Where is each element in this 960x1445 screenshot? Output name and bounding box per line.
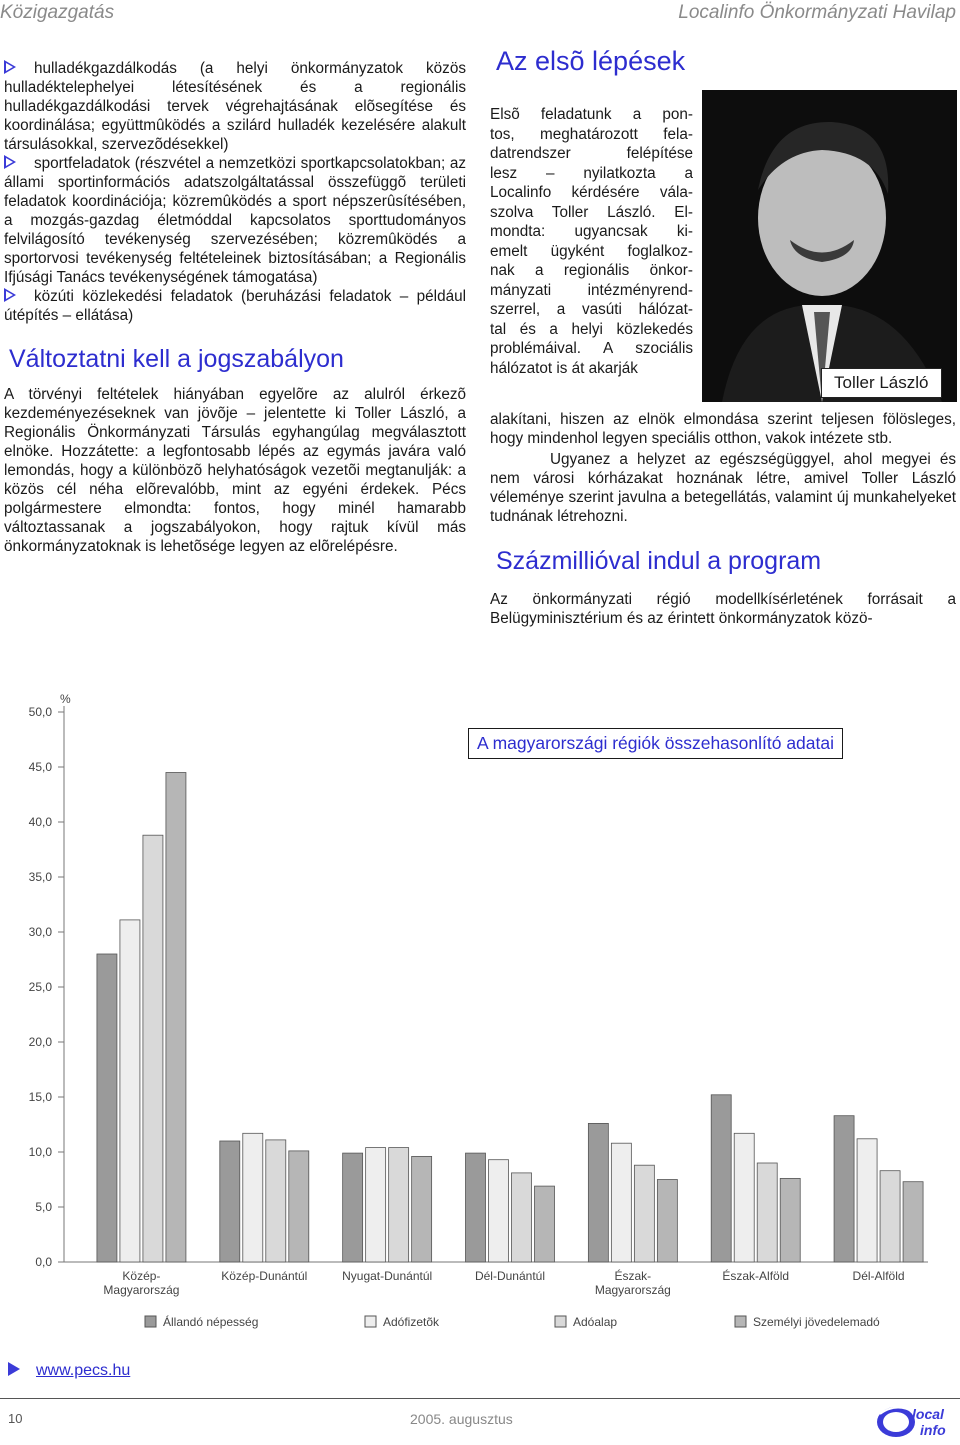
- text-line: hálózatot is át akarják: [490, 359, 638, 377]
- text-line: datrendszer felépítése: [490, 145, 693, 162]
- text-line: szolva Toller László. El-: [490, 203, 693, 221]
- y-tick-label: 10,0: [28, 1145, 52, 1159]
- text-line: szerrel, a vasúti hálózat-: [490, 301, 693, 318]
- x-category-label: Magyarország: [103, 1283, 180, 1297]
- body-paragraph: Az önkormányzati régió modellkísérletének forrásait a Belügyminisztérium és az érintett önkormányzatok közö-: [490, 591, 956, 627]
- bar-0-1: [220, 1141, 240, 1262]
- bar-2-1: [266, 1140, 286, 1262]
- bar-3-6: [903, 1182, 923, 1262]
- right-paragraph-narrow: [490, 105, 693, 378]
- legend-label: Adóalap: [573, 1315, 618, 1329]
- bar-1-0: [120, 920, 140, 1262]
- portrait-image: [702, 90, 957, 402]
- y-tick-label: 30,0: [28, 925, 52, 939]
- y-tick-label: 0,0: [35, 1255, 52, 1269]
- logo-graphic: [872, 1402, 952, 1440]
- triangle-bullet-icon: [4, 288, 16, 302]
- x-category-label: Észak-: [614, 1269, 652, 1283]
- bar-1-1: [243, 1133, 263, 1262]
- legend-swatch: [145, 1316, 156, 1327]
- triangle-bullet-icon: [4, 155, 16, 169]
- bar-0-6: [834, 1116, 854, 1262]
- text-line: mondta: ugyancsak ki-: [490, 223, 693, 240]
- portrait-photo: [702, 90, 957, 402]
- bar-3-3: [535, 1186, 555, 1262]
- text-line: tal és a helyi közlekedés: [490, 320, 693, 338]
- bar-chart: [0, 686, 960, 1346]
- footer-divider: [0, 1398, 960, 1399]
- y-tick-label: 40,0: [28, 815, 52, 829]
- bar-2-4: [634, 1165, 654, 1262]
- url-line: [8, 1362, 130, 1380]
- y-tick-label: 5,0: [35, 1200, 52, 1214]
- bar-0-2: [343, 1153, 363, 1262]
- text-line: Localinfo kérdésére vála-: [490, 184, 693, 201]
- section-heading: Az elsõ lépések: [496, 46, 686, 76]
- bullet-text: hulladékgazdálkodás (a helyi önkormányzatok közös hulladéktelephelyei létesítésének és a regionális hulladékgazdálkodási tervek végrehajtásának elõsegítése és koordinálása; együttmûködés a szilárd hulladék kezelésére alakult társulásokkal, szervezõdésekkel): [4, 60, 466, 153]
- bar-2-6: [880, 1171, 900, 1262]
- y-tick-label: 25,0: [28, 980, 52, 994]
- y-tick-label: 35,0: [28, 870, 52, 884]
- bar-3-2: [412, 1156, 432, 1262]
- bar-1-5: [734, 1133, 754, 1262]
- legend-label: Adófizetõk: [383, 1315, 440, 1329]
- y-axis-unit: %: [60, 692, 71, 706]
- localinfo-logo: [872, 1402, 952, 1440]
- bar-3-0: [166, 773, 186, 1263]
- x-category-label: Dél-Alföld: [852, 1269, 905, 1283]
- x-category-label: Közép-: [122, 1269, 161, 1283]
- legend-label: Személyi jövedelemadó: [753, 1315, 880, 1329]
- chart-area: [0, 686, 960, 1346]
- text-line: nak a regionális önkor-: [490, 262, 693, 279]
- bar-2-3: [512, 1173, 532, 1262]
- section-heading: Változtatni kell a jogszabályon: [9, 345, 344, 373]
- bar-1-3: [489, 1160, 509, 1262]
- bar-2-5: [757, 1163, 777, 1262]
- triangle-bullet-icon: [8, 1362, 20, 1376]
- body-paragraph: A törvényi feltételek hiányában egyelõre az alulról érkezõ kezdeményezéseknek van jövõje – jelentette ki Toller László, a Regionális Önkormányzati Társulás egyhangúlag megválasztott elnöke. Hozzátette: a legfontosabb lépés az egymás javára való lemondás, hogy a különbözõ helyhatóságok vezetõi megtanulják: a közös cél néha elõrevalóbb, mint az egyéni érdekek. Pécs polgármestere elmondta: fontos, hogy minél hamarabb változtassanak a jogszabályokon, hogy rajtuk kívül más önkormányzatoknak is lehetõsége legyen az elõrelépésre.: [4, 386, 466, 555]
- legend-swatch: [365, 1316, 376, 1327]
- list-item: [4, 287, 466, 325]
- section-heading: Százmillióval indul a program: [496, 547, 822, 575]
- x-category-label: Nyugat-Dunántúl: [342, 1269, 433, 1283]
- bar-3-5: [780, 1178, 800, 1262]
- left-column: [4, 59, 466, 556]
- chart-title: A magyarországi régiók összehasonlító adatai: [468, 728, 843, 759]
- x-category-label: Észak-Alföld: [722, 1269, 790, 1283]
- list-item: [4, 154, 466, 287]
- bullet-text: közúti közlekedési feladatok (beruházási feladatok – például útépítés – ellátása): [4, 288, 466, 324]
- body-paragraph: Ugyanez a helyzet az egészségüggyel, ahol megyei és nem városi kórházakat hoznának létre, amivel Toller László véleménye szerint javulna a betegellátás, valamint új munkahelyeket tudnának létrehozni.: [490, 451, 956, 525]
- triangle-bullet-icon: [4, 60, 16, 74]
- page-number: 10: [8, 1411, 23, 1426]
- bar-3-4: [657, 1180, 677, 1263]
- bar-1-6: [857, 1139, 877, 1262]
- bar-1-4: [611, 1143, 631, 1262]
- svg-text:info: info: [920, 1422, 946, 1438]
- text-line: mányzati intézményrend-: [490, 281, 693, 299]
- text-line: tos, meghatározott fela-: [490, 125, 693, 143]
- legend-label: Állandó népesség: [163, 1315, 259, 1329]
- text-line: emelt ügyként foglalkoz-: [490, 242, 693, 260]
- text-line: problémáival. A szociális: [490, 340, 693, 357]
- bar-0-4: [588, 1123, 608, 1262]
- section-title: Közigazgatás: [0, 2, 115, 23]
- text-line: Elsõ feladatunk a pon-: [490, 106, 693, 123]
- y-tick-label: 45,0: [28, 760, 52, 774]
- text-line: lesz – nyilatkozta a: [490, 164, 693, 182]
- y-tick-label: 50,0: [28, 705, 52, 719]
- list-item: [4, 59, 466, 154]
- bar-2-0: [143, 835, 163, 1262]
- bar-0-5: [711, 1095, 731, 1262]
- bar-0-3: [466, 1153, 486, 1262]
- publication-title: Localinfo Önkormányzati Havilap: [678, 2, 956, 23]
- bar-1-2: [366, 1148, 386, 1262]
- bullet-text: sportfeladatok (részvétel a nemzetközi sportkapcsolatokban; az állami sportinformációs adatszolgáltatással összefüggõ területi feladatok koordinációja; közremûködés a sport népszerûsítésében, a mozgás-gazdag életmóddal kapcsolatos sporttudományos felvilágosító tevékenység szervezésében; közremûködés a sportorvosi tevékenység feltételeinek biztosításában; a Regionális Ifjúsági Tanács tevékenységének támogatása): [4, 155, 466, 286]
- y-tick-label: 20,0: [28, 1035, 52, 1049]
- bar-2-2: [389, 1148, 409, 1262]
- bar-3-1: [289, 1151, 309, 1262]
- body-paragraph: alakítani, hiszen az elnök elmondása szerint teljesen fölösleges, hogy mindenhol legyen speciális otthon, vakok intézete stb.: [490, 411, 956, 447]
- bar-0-0: [97, 954, 117, 1262]
- x-category-label: Közép-Dunántúl: [221, 1269, 308, 1283]
- svg-text:local: local: [912, 1406, 944, 1422]
- y-tick-label: 15,0: [28, 1090, 52, 1104]
- x-category-label: Dél-Dunántúl: [474, 1269, 546, 1283]
- x-category-label: Magyarország: [594, 1283, 671, 1297]
- right-column-body: [490, 410, 956, 628]
- photo-caption: Toller László: [821, 368, 942, 398]
- legend-swatch: [735, 1316, 746, 1327]
- issue-date: 2005. augusztus: [410, 1411, 513, 1427]
- legend-swatch: [555, 1316, 566, 1327]
- website-link[interactable]: www.pecs.hu: [36, 1362, 131, 1379]
